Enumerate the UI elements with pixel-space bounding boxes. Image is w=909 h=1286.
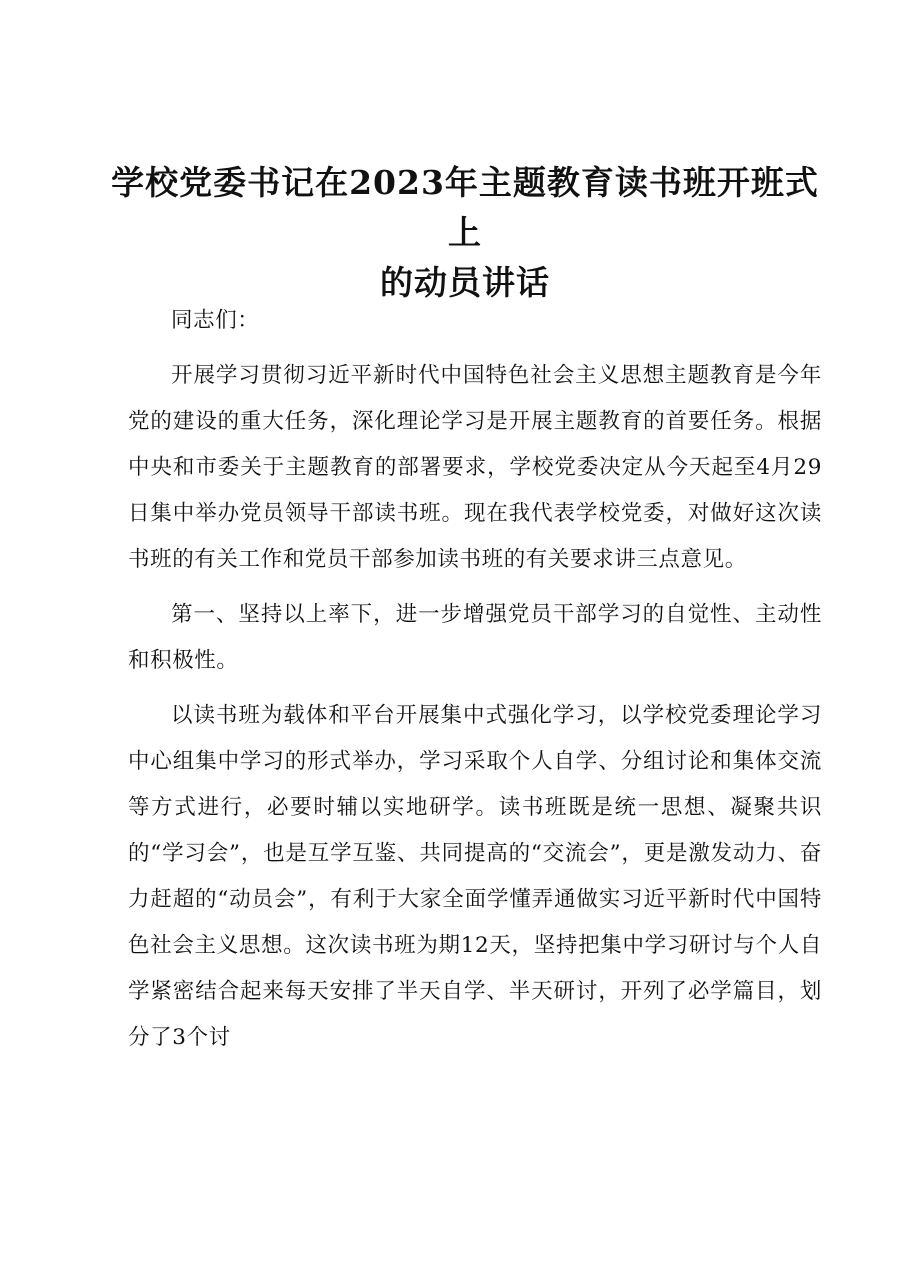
paragraph-3: 以读书班为载体和平台开展集中式强化学习，以学校党委理论学习中心组集中学习的形式举办，学习采取个人自学、分组讨论和集体交流等方式进行，必要时辅以实地研学。读书班既是统一思想、凝聚共识的“学习会”，也是互学互鉴、共同提高的“交流会”，更是激发动力、奋力赶超的“动员会”，有利于大家全面学懂弄通做实习近平新时代中国特色社会主义思想。这次读书班为期12天，坚持把集中学习研讨与个人自学紧密结合起来每天安排了半天自学、半天研讨，开列了必学篇目，划分了3个讨 — [128, 703, 822, 1050]
paragraph-1: 开展学习贯彻习近平新时代中国特色社会主义思想主题教育是今年党的建设的重大任务，深化理论学习是开展主题教育的首要任务。根据中央和市委关于主题教育的部署要求，学校党委决定从今天起至4月29日集中举办党员领导干部读书班。现在我代表学校党委，对做好这次读书班的有关工作和党员干部参加读书班的有关要求讲三点意见。 — [128, 363, 822, 572]
paragraph-2: 第一、坚持以上率下，进一步增强党员干部学习的自觉性、主动性和积极性。 — [128, 602, 822, 673]
title-line-2: 的动员讲话 — [380, 263, 550, 302]
title-line-1: 学校党委书记在2023年主题教育读书班开班式上 — [111, 163, 819, 252]
document-body — [128, 298, 822, 1070]
greeting: 同志们： — [171, 308, 260, 333]
document-title — [100, 158, 830, 308]
